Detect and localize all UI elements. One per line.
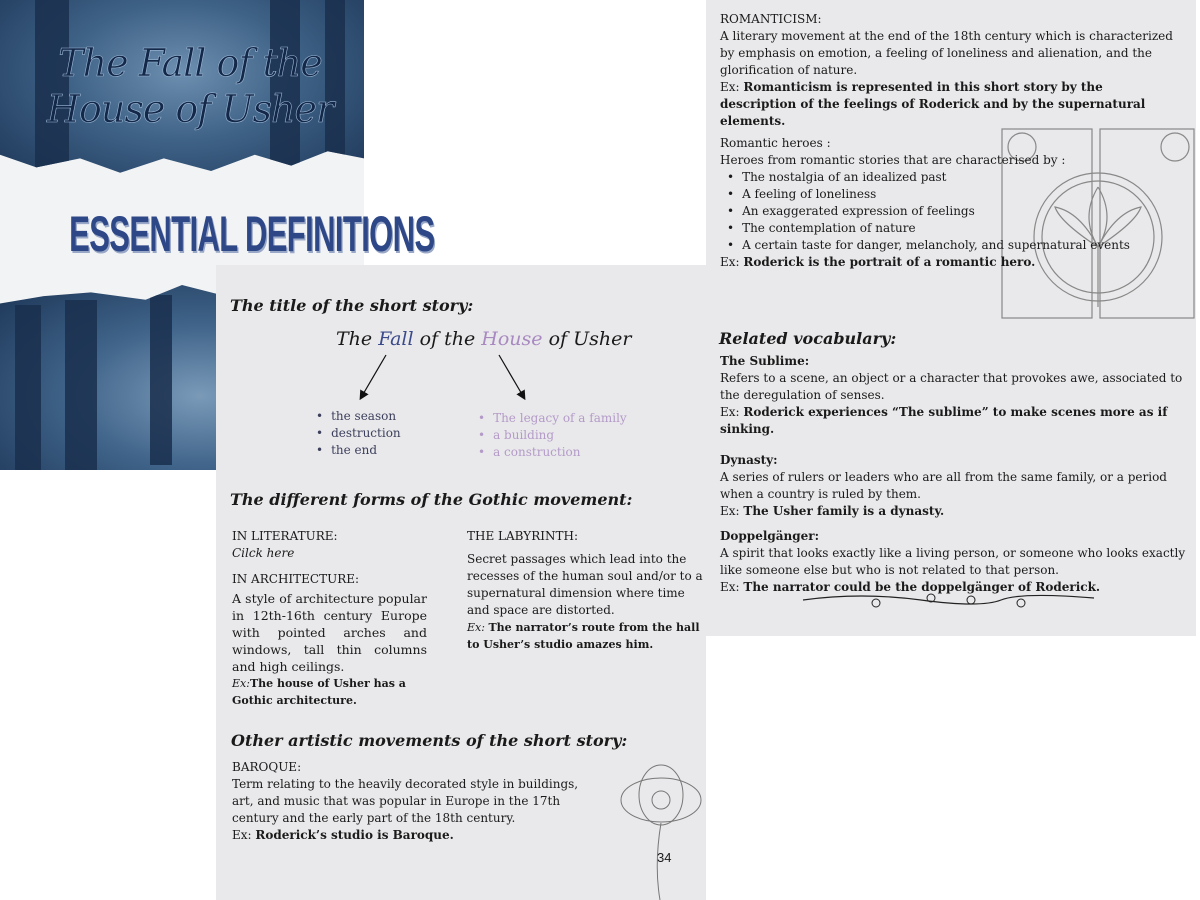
literature-label: IN LITERATURE:: [232, 529, 338, 543]
list-item: • the end: [316, 442, 401, 459]
title-word: The: [336, 328, 379, 350]
heroes-example: Roderick is the portrait of a romantic hero.: [743, 255, 1036, 269]
romanticism-label: ROMANTICISM:: [720, 12, 822, 26]
house-meanings-list: [478, 410, 627, 461]
title-word-house: House: [481, 328, 543, 350]
baroque-section: [232, 759, 602, 844]
labyrinth-text: Secret passages which lead into the recesses of the human soul and/or to a supernatural dimension where time and space are distorted.: [467, 552, 703, 617]
title-word: of the: [413, 328, 482, 350]
sublime-text: Refers to a scene, an object or a character that provokes awe, associated to the deregulation of senses.: [720, 371, 1183, 402]
ex-prefix: Ex:: [720, 504, 744, 518]
list-item: • The legacy of a family: [478, 410, 627, 427]
title-section-heading: The title of the short story:: [230, 296, 474, 315]
ex-prefix: Ex:: [232, 677, 250, 690]
dynasty-example: The Usher family is a dynasty.: [743, 504, 945, 518]
baroque-label: BAROQUE:: [232, 760, 302, 774]
architecture-text: A style of architecture popular in 12th-16th century Europe with pointed arches and windows, tall thin columns and high ceilings.: [232, 591, 427, 674]
vocab-heading: Related vocabulary:: [719, 329, 897, 348]
list-item: • a construction: [478, 444, 627, 461]
arrow-house: [499, 355, 523, 396]
list-item: • A feeling of loneliness: [727, 186, 1180, 203]
ex-prefix: Ex:: [467, 621, 489, 634]
list-item: • The nostalgia of an idealized past: [727, 169, 1180, 186]
list-item: • An exaggerated expression of feelings: [727, 203, 1180, 220]
ex-prefix: Ex:: [720, 255, 744, 269]
labyrinth-label: THE LABYRINTH:: [467, 529, 578, 543]
labyrinth-example: The narrator’s route from the hall to Usher’s studio amazes him.: [467, 621, 700, 651]
architecture-label: IN ARCHITECTURE:: [232, 572, 360, 586]
baroque-text: Term relating to the heavily decorated style in buildings, art, and music that was popular in Europe in the 17th century and the early part of the 18th century.: [232, 777, 579, 825]
gothic-heading: The different forms of the Gothic movement:: [230, 490, 633, 509]
doppelganger-example: The narrator could be the doppelgänger of Roderick.: [743, 580, 1101, 594]
list-item: • destruction: [316, 425, 401, 442]
baroque-example: Roderick’s studio is Baroque.: [255, 828, 454, 842]
labyrinth-section: [467, 528, 703, 653]
arrows: [216, 265, 706, 425]
ex-prefix: Ex:: [720, 580, 744, 594]
list-item: • a building: [478, 427, 627, 444]
ex-prefix: Ex:: [232, 828, 256, 842]
page-romanticism: [706, 0, 1196, 636]
page-number: 34: [657, 850, 672, 865]
doppelganger-label: Doppelgänger:: [720, 529, 820, 543]
page-gothic-definitions: [216, 265, 706, 900]
title-word-fall: Fall: [378, 328, 414, 350]
fall-meanings-list: [316, 408, 401, 459]
doppelganger-text: A spirit that looks exactly like a living person, or someone who looks exactly like someone else but who is not related to that person.: [720, 546, 1186, 577]
sublime-example: Roderick experiences “The sublime” to make scenes more as if sinking.: [720, 405, 1168, 436]
romanticism-text: A literary movement at the end of the 18th century which is characterized by emphasis on emotion, a feeling of loneliness and alienation, and the glorification of nature.: [720, 29, 1173, 77]
sublime-label: The Sublime:: [720, 354, 810, 368]
list-item: • The contemplation of nature: [727, 220, 1180, 237]
flower-illustration: [616, 755, 706, 900]
ornamental-divider: [801, 588, 1096, 612]
other-movements-heading: Other artistic movements of the short story:: [231, 731, 628, 750]
cover-heading: ESSENTIAL DEFINITIONS: [69, 206, 435, 262]
list-item: • the season: [316, 408, 401, 425]
romanticism-section: [720, 11, 1180, 271]
dynasty-label: Dynasty:: [720, 453, 778, 467]
literature-section: [232, 528, 427, 709]
arrow-fall: [362, 355, 386, 396]
dynasty-text: A series of rulers or leaders who are all from the same family, or a period when a country is ruled by them.: [720, 470, 1167, 501]
heroes-label: Romantic heroes :: [720, 136, 831, 150]
heroes-intro: Heroes from romantic stories that are characterised by :: [720, 153, 1066, 167]
list-item: • A certain taste for danger, melancholy, and supernatural events: [727, 237, 1180, 254]
cover-script-title: The Fall of the House of Usher: [46, 41, 334, 131]
title-word: of Usher: [542, 328, 632, 350]
ex-prefix: Ex:: [720, 80, 744, 94]
vocab-section: [720, 353, 1196, 596]
heroes-list: [727, 169, 1180, 254]
romanticism-example: Romanticism is represented in this short story by the description of the feelings of Roderick and by the supernatural elements.: [720, 80, 1146, 128]
architecture-example: The house of Usher has a Gothic architecture.: [232, 677, 406, 707]
ex-prefix: Ex:: [720, 405, 744, 419]
click-here-link[interactable]: Cilck here: [232, 546, 295, 560]
